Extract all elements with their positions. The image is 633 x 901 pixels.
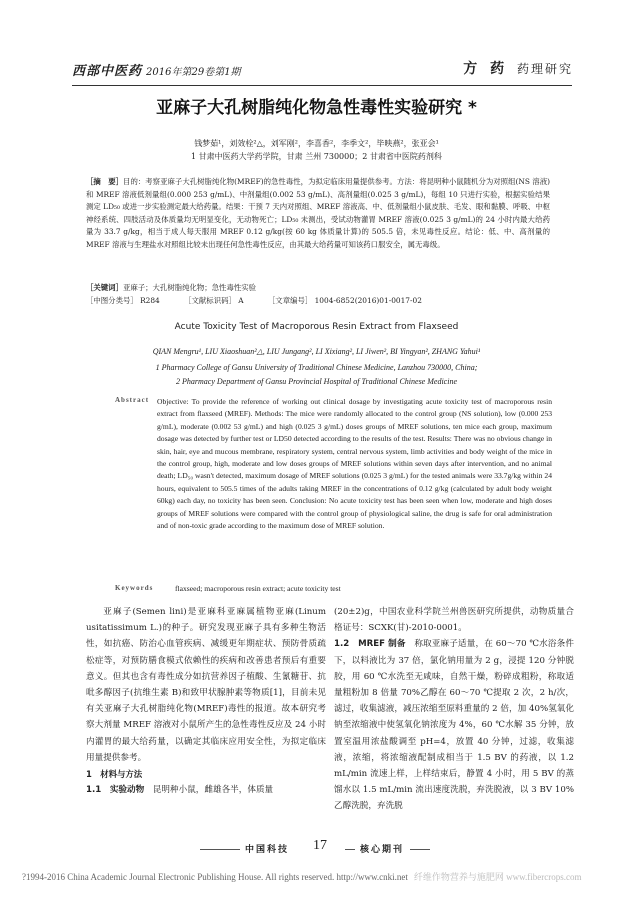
- authors-en: QIAN Mengru¹, LIU Xiaoshuan²△, LIU Jungang², LI Xixiang², LI Jiwen², BI Yingyan², ZHANG Yahui¹: [152, 347, 481, 356]
- footer-right-label: 核心期刊: [360, 845, 405, 855]
- subsection-animals-label: 1.1 实验动物: [86, 785, 145, 796]
- footer-left-label: 中国科技: [245, 845, 290, 855]
- journal-name: 西部中医药 2016年第29卷第1期: [72, 64, 241, 79]
- watermark-text: 纤维作物营养与施肥网 www.fibercrops.com: [413, 872, 582, 882]
- abstract-cn: [86, 176, 550, 252]
- issue-info: 2016年第29卷第1期: [146, 67, 241, 78]
- keywords-cn-label: ［关键词］: [86, 283, 123, 292]
- body-column-right: [334, 604, 574, 815]
- affiliation-en: [60, 361, 573, 389]
- abstract-en-label: Abstract: [115, 396, 150, 404]
- subsection-animals: [86, 782, 326, 798]
- subsection-title: 药理研究: [516, 62, 573, 76]
- copyright-text: ?1994-2016 China Academic Journal Electronic Publishing House. All rights reserved. http://www.cnki.net: [22, 872, 408, 882]
- abstract-en-text: Objective: To provide the reference of working out clinical dosage by investigating acute toxicity test of macroporous resin extract from flaxseed (MREF). Methods: The mice were randomly allocated to the control group (NS solution), low (0.000 253 g/mL), moderate (0.002 53 g/mL) and high (0.025 3 g/mL) doses groups of MREF solutions, ten mice each group, maximum dosage was detected by further test or LD50 detected according to the results of the test. Results: There was no obvious change in skin, hair, eye and mucous membrane, respiratory system, central nervous system, limb activities and body weight of the mice in the control group, high, moderate and low doses groups of MREF solutions within seven days after intervention, and no animal death; LD₅₀ wasn't detected, maximum dosage of MREF solutions (0.025 3 g/mL) for the tested animals were 33.7g/kg within 24 hours, equivalent to 505.5 times of the adults taking MREF in the concentrations of 0.12 g/kg (calculated by adult body weight 60kg) each day, no toxicity has been seen. Conclusion: No acute toxicity test has been seen when low, moderate and high doses groups of MREF solutions were compared with the control group of physiological saline, the drug is safe for oral administration and of non-toxic grade according to the maximum dose of MREF solution.: [157, 397, 552, 531]
- copyright-line: [22, 870, 622, 883]
- article-title: 亚麻子大孔树脂纯化物急性毒性实验研究 *: [156, 98, 477, 118]
- keywords-en-label: Keywords: [115, 584, 154, 592]
- abstract-cn-label: ［摘 要］: [86, 177, 124, 186]
- body-column-left: [86, 604, 326, 798]
- affiliation-cn: 1 甘肃中医药大学药学院，甘肃 兰州 730000；2 甘肃省中医院药剂科: [191, 152, 442, 161]
- affiliation-en-1: 1 Pharmacy College of Gansu University of Traditional Chinese Medicine, Lanzhou 730000, China;: [155, 363, 478, 372]
- intro-paragraph: 亚麻子(Semen lini)是亚麻科亚麻属植物亚麻(Linum usitatissimum L.)的种子。研究发现亚麻子具有多种生物活性，如抗癌、防治心血管疾病、减缓更年期症状、预防骨质疏松症等，对预防膳食模式依赖性的疾病和改善患者预后有重要意义。但其也含有毒性成分如抗营养因子植酸、生氰糖苷、抗吡多醇因子(抗维生素 B)和致甲状腺肿素等物质[1]，目前未见有关亚麻子大孔树脂纯化物(MREF)毒性的报道。故本研究考察大剂量 MREF 溶液对小鼠所产生的急性毒性反应及 24 小时内灌胃的最大给药量，以确定其临床应用安全性，为拟定临床用量提供参考。: [86, 607, 326, 763]
- footer-rule-left: [200, 849, 240, 850]
- abstract-cn-text: 目的：考察亚麻子大孔树脂纯化物(MREF)的急性毒性，为拟定临床用量提供参考。方法：将昆明种小鼠随机分为对照组(NS 溶液)和 MREF 溶液低剂量组(0.000 253 g/mL)、中剂量组(0.002 53 g/mL)、高剂量组(0.025 3 g/mL)，每组 10 只进行实验，根据实验结果测定 LD₅₀ 或进一步实验测定最大给药量。结果：干预 7 天内对照组、MREF 溶液高、中、低剂量组小鼠皮肤、毛发、眼和黏膜、呼吸、中枢神经系统、四肢活动及体质量均无明显变化，无动物死亡；LD₅₀ 未测出，受试动物灌胃 MREF 溶液(0.025 3 g/mL)的 24 小时内最大给药量为 33.7 g/kg，相当于成人每天服用 MREF 0.12 g/kg(按 60 kg 体质量计算)的 505.5 倍，未见毒性反应。结论：低、中、高剂量的 MREF 溶液与生理盐水对照组比较未出现任何急性毒性反应，由其最大给药量可知该药口服安全，属无毒级。: [86, 177, 550, 249]
- footer-rule-right: [410, 849, 430, 850]
- section-title: 方 药 药理研究: [463, 61, 573, 77]
- page-number: 17: [313, 838, 327, 853]
- footer-rule-mid: [345, 849, 355, 850]
- page-footer: [0, 840, 633, 860]
- keywords-cn: [86, 282, 550, 293]
- section-heading-materials: 1 材料与方法: [86, 769, 143, 780]
- page-header: [0, 58, 633, 86]
- keywords-en-text: flaxseed; macroporous resin extract; acute toxicity test: [175, 584, 341, 593]
- classification-line: [86, 295, 550, 306]
- header-rule: [72, 85, 572, 86]
- clc-number: ［中图分类号］ R284: [86, 296, 160, 305]
- document-code: ［文献标识码］ A: [184, 296, 244, 305]
- subsection-preparation-label: 1.2 MREF 制备: [334, 639, 406, 650]
- subsection-preparation-text: 称取亚麻子适量，在 60～70 ℃水浴条件下，以料液比为 37 倍，氯化钠用量为 2 g，浸提 120 分钟脱胶，用 60 ℃水洗至无咸味，自然干燥，粉碎成粗粉，称取适量粗粉加 8 倍量 70%乙醇在 60～70 ℃提取 2 次，2 h/次，滤过，收集滤液，减压浓缩至原料重量的 2 倍，加 40%氢氧化钠至浓缩液中使氢氧化钠浓度为 4%，60 ℃水解 35 分钟，放置室温用浓盐酸调至 pH=4，放置 40 分钟，过滤，收集滤液，浓缩，将浓缩液配制成相当于 1.5 BV 的药液，以 1.2 mL/min 流速上样，上样结束后，静置 4 小时，用 5 BV 的蒸馏水以 1.5 mL/min 流出速度洗脱，弃洗脱液，以 3 BV 10%乙醇洗脱，弃洗脱: [334, 639, 574, 812]
- animals-continued: (20±2)g，中国农业科学院兰州兽医研究所提供，动物质量合格证号：SCXK(甘)-2010-0001。: [334, 607, 574, 634]
- subsection-animals-text: 昆明种小鼠，雌雄各半，体质量: [152, 785, 274, 796]
- affiliation-en-2: 2 Pharmacy Department of Gansu Provincial Hospital of Traditional Chinese Medicine: [175, 377, 457, 386]
- subsection-preparation: [334, 636, 574, 814]
- article-title-en: Acute Toxicity Test of Macroporous Resin Extract from Flaxseed: [174, 322, 459, 332]
- article-number: ［文章编号］ 1004-6852(2016)01-0017-02: [267, 296, 422, 305]
- keywords-cn-text: 亚麻子；大孔树脂纯化物；急性毒性实验: [122, 283, 257, 292]
- authors-cn: 钱梦茹¹，刘效栓²△，刘军刚²，李喜香²，李季文²，毕映燕²，张亚会¹: [194, 139, 439, 148]
